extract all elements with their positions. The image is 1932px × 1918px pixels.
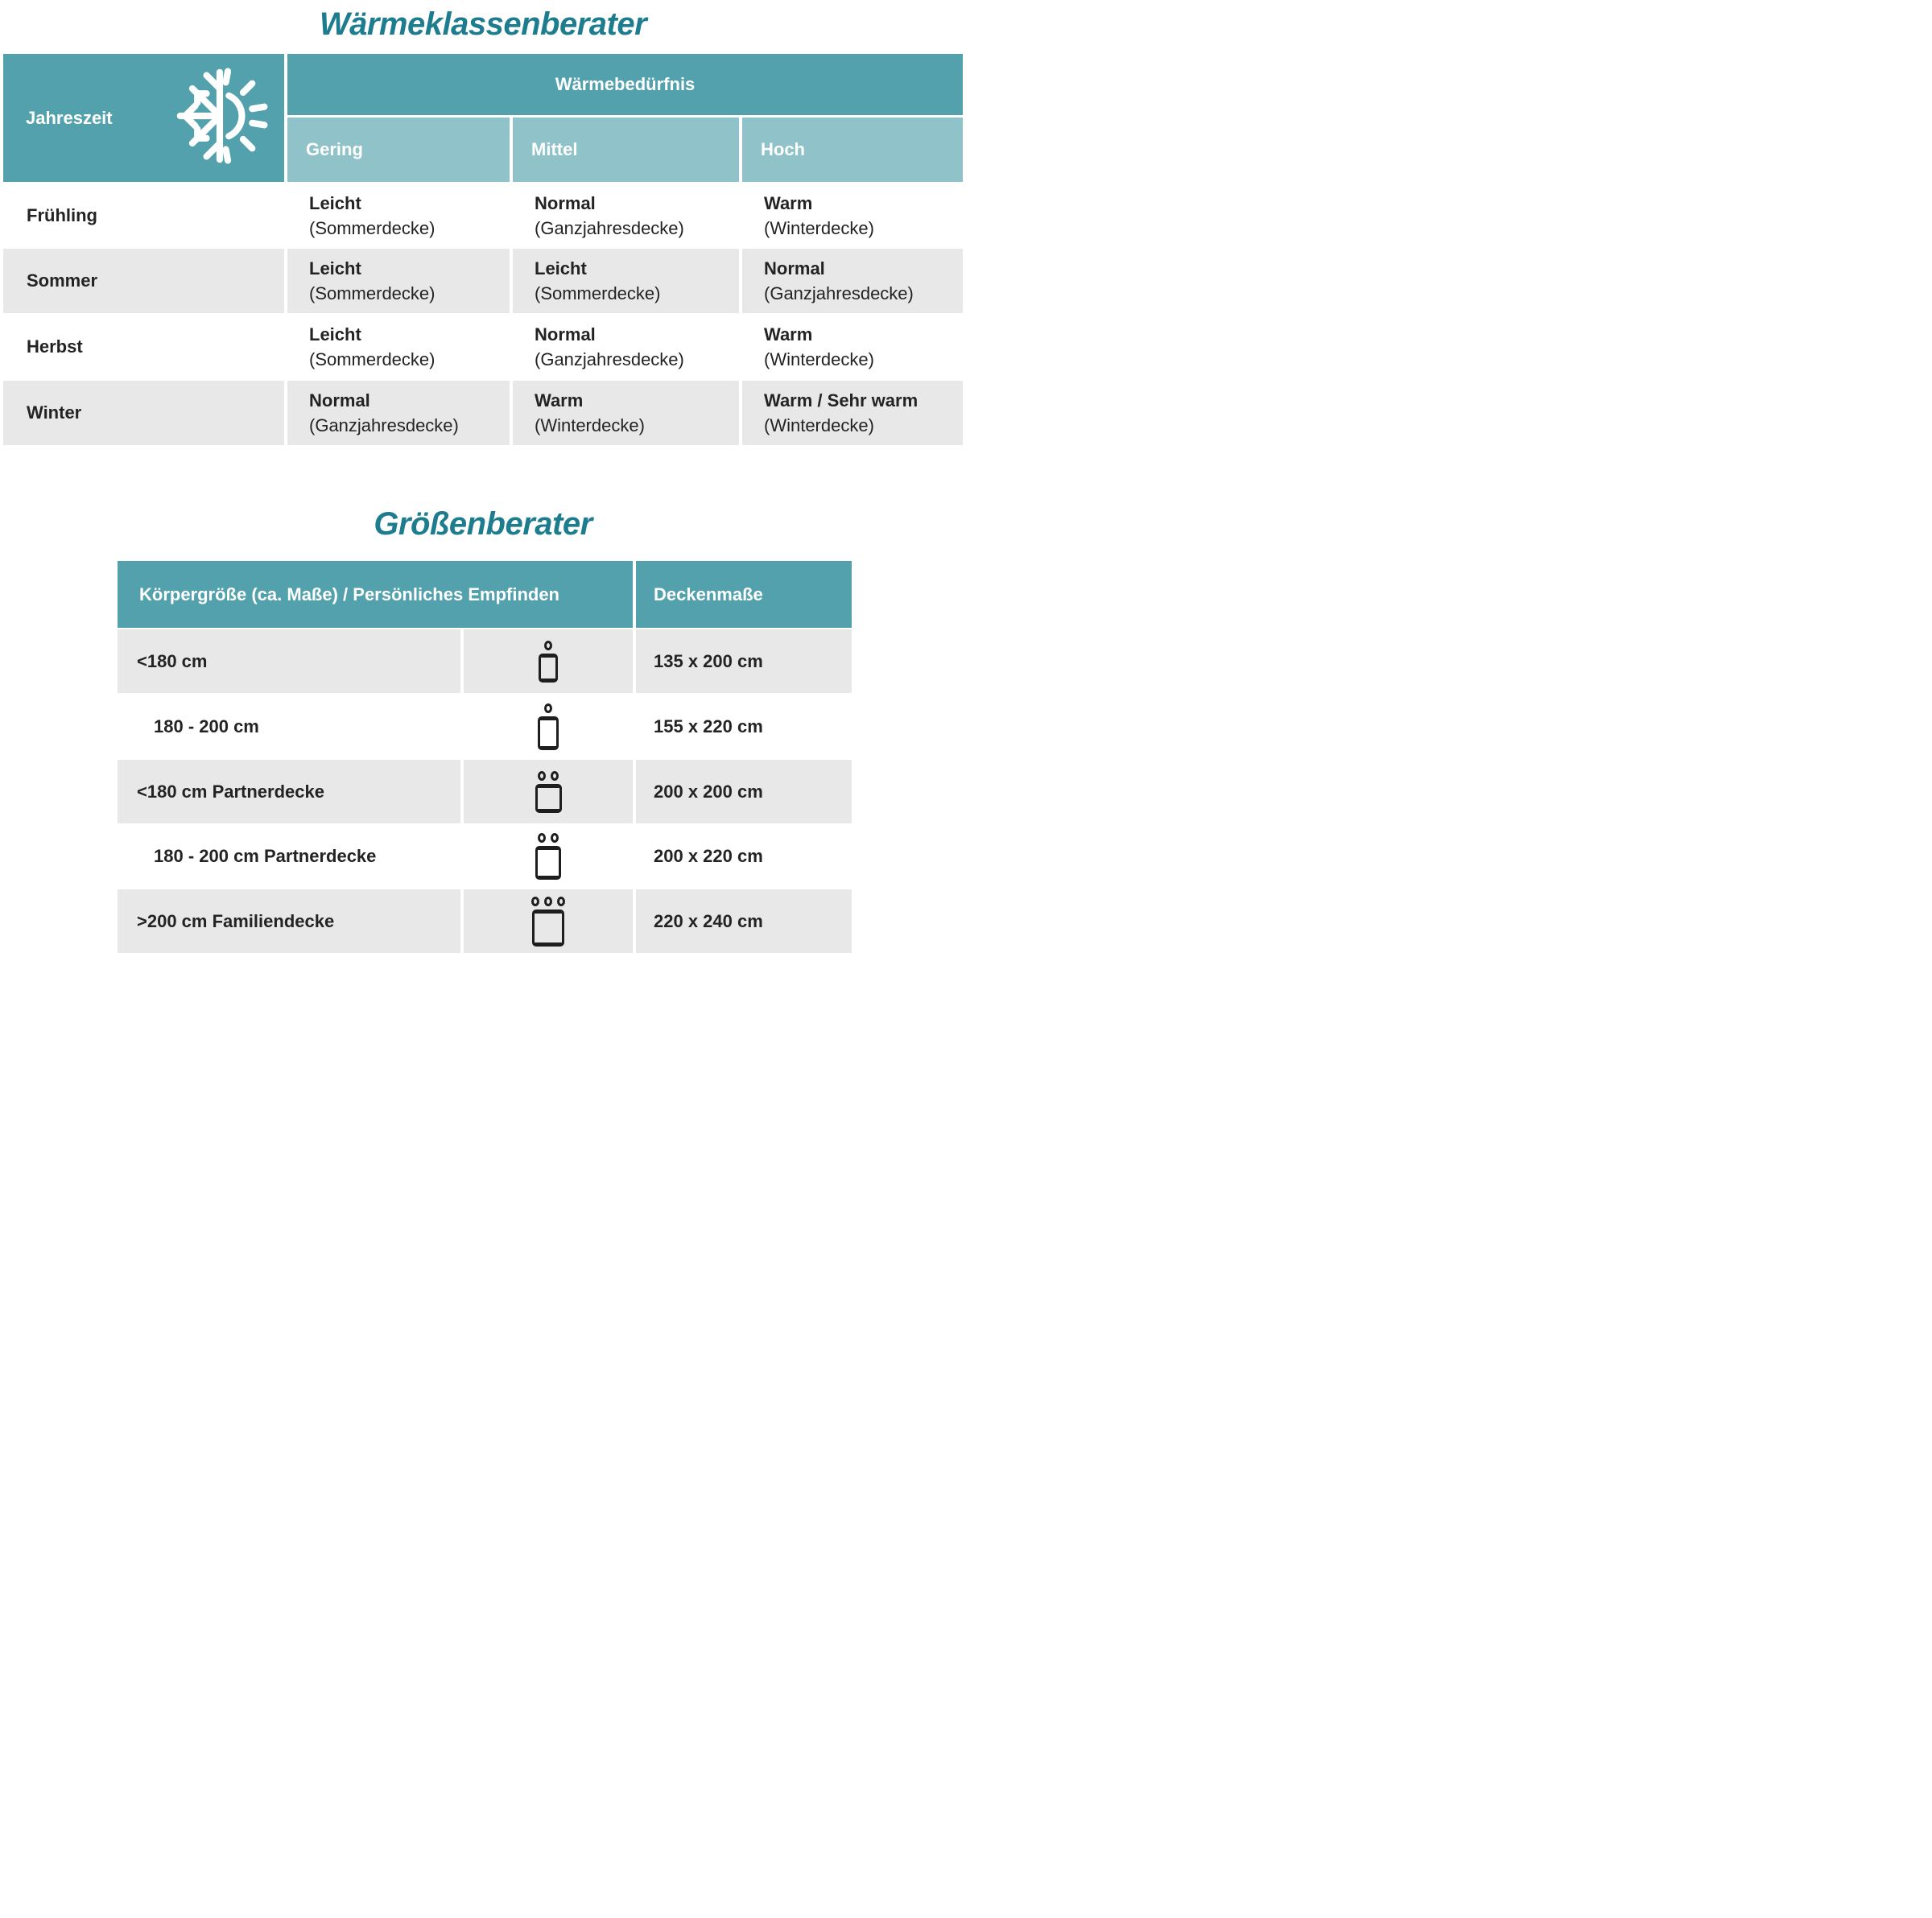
warmth-class: Normal: [535, 192, 596, 213]
warmth-need-group-header: [287, 54, 963, 115]
head-icon: [538, 833, 546, 843]
icon-cell: [464, 629, 633, 693]
body-height-label: 180 - 200 cm Partnerdecke: [154, 846, 377, 866]
snowflake-sun-icon: [173, 65, 275, 171]
icon-cell: [464, 889, 633, 953]
body-height-column-header: Körpergröße (ca. Maße) / Persönliches Empfinden: [118, 561, 633, 628]
warmth-cell: [513, 316, 739, 378]
warmth-class: Leicht: [309, 192, 361, 213]
icon-cell: [464, 825, 633, 888]
head-icon: [531, 897, 539, 906]
warmth-class: Normal: [309, 390, 370, 410]
icon-cell: [464, 695, 633, 758]
season-header-label: Jahreszeit: [26, 107, 113, 128]
blanket-size-value: 200 x 200 cm: [636, 760, 852, 823]
infographic-page: [0, 5, 966, 953]
warmth-cell: [287, 381, 510, 445]
warmth-need-label: Wärmebedürfnis: [555, 74, 696, 94]
size-table: [118, 561, 852, 953]
warmth-cell: [742, 184, 963, 246]
blanket-type: (Ganzjahresdecke): [764, 283, 914, 303]
two-person-blanket-icon: [535, 833, 561, 880]
head-icon: [538, 771, 546, 781]
season-label: Frühling: [27, 204, 97, 225]
warmth-cell: [513, 381, 739, 445]
blanket-type: (Sommerdecke): [309, 283, 436, 303]
season-label: Winter: [3, 381, 284, 445]
body-height-label: 180 - 200 cm: [154, 716, 259, 736]
season-label: Sommer: [3, 249, 284, 313]
single-person-blanket-icon: [539, 641, 558, 683]
level-header-mittel: Mittel: [513, 118, 739, 182]
head-icon: [557, 897, 565, 906]
icon-cell: [464, 760, 633, 823]
blanket-type: (Sommerdecke): [309, 349, 436, 369]
blanket-type: (Sommerdecke): [309, 217, 436, 238]
warmth-cell: [287, 249, 510, 313]
two-person-blanket-icon: [535, 771, 562, 813]
warmth-cell: [742, 381, 963, 445]
warmth-class: Leicht: [535, 258, 587, 278]
warmth-cell: [287, 316, 510, 378]
head-icon: [551, 771, 559, 781]
warmth-class: Leicht: [309, 258, 361, 278]
blanket-size-value: 200 x 220 cm: [654, 846, 763, 866]
blanket-type: (Winterdecke): [764, 415, 874, 435]
warmth-class: Normal: [535, 324, 596, 344]
warmth-class: Warm: [764, 324, 813, 344]
blanket-size-value: 155 x 220 cm: [654, 716, 763, 736]
level-header-gering: Gering: [287, 118, 510, 182]
blanket-type: (Winterdecke): [535, 415, 645, 435]
body-height-label: <180 cm: [118, 629, 460, 693]
warmth-class: Warm: [764, 192, 813, 213]
head-icon: [551, 833, 559, 843]
blanket-type: (Winterdecke): [764, 349, 874, 369]
head-icon: [544, 641, 552, 650]
warmth-class: Leicht: [309, 324, 361, 344]
blanket-type: (Ganzjahresdecke): [535, 217, 684, 238]
warmth-cell: [513, 184, 739, 246]
warmth-class: Normal: [764, 258, 825, 278]
blanket-size-value: 135 x 200 cm: [636, 629, 852, 693]
level-header-hoch: Hoch: [742, 118, 963, 182]
warmth-cell: [742, 249, 963, 313]
season-column-header: [3, 54, 284, 182]
blanket-type: (Winterdecke): [764, 217, 874, 238]
warmth-cell: [513, 249, 739, 313]
body-height-label: <180 cm Partnerdecke: [118, 760, 460, 823]
body-height-label: >200 cm Familiendecke: [118, 889, 460, 953]
warmth-class: Warm: [535, 390, 584, 410]
blanket-type: (Ganzjahresdecke): [309, 415, 459, 435]
warmth-class: Warm / Sehr warm: [764, 390, 919, 410]
blanket-size-value: 220 x 240 cm: [636, 889, 852, 953]
head-icon: [544, 703, 552, 713]
blanket-type: (Ganzjahresdecke): [535, 349, 684, 369]
warmth-cell: [742, 316, 963, 378]
blanket-size-column-header: Deckenmaße: [636, 561, 852, 628]
blanket-type: (Sommerdecke): [535, 283, 661, 303]
warmth-cell: [287, 184, 510, 246]
season-label: Herbst: [27, 336, 83, 357]
head-icon: [544, 897, 552, 906]
warmth-table: [3, 54, 963, 445]
three-person-blanket-icon: [531, 897, 565, 947]
warmth-advisor-title: Wärmeklassenberater: [319, 6, 647, 42]
single-person-blanket-icon: [538, 703, 559, 750]
size-advisor-title: Größenberater: [374, 506, 592, 542]
